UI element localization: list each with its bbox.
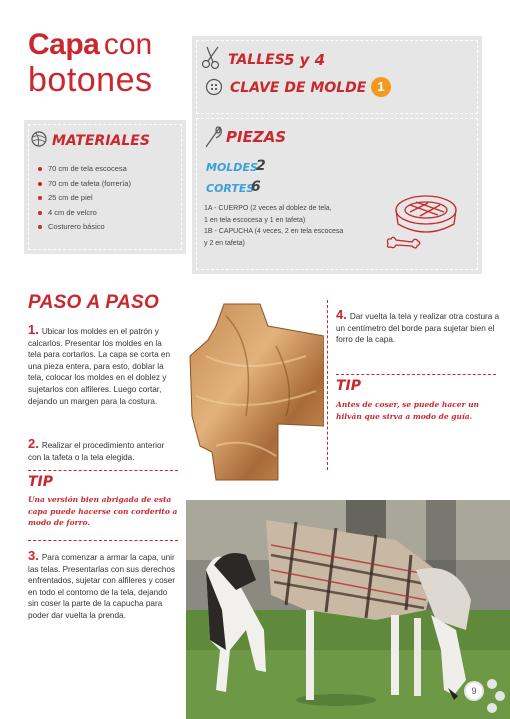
tip-label: TIP [336,378,362,394]
step-2 [28,438,176,463]
page-title [28,28,193,99]
paso-title: PASO A PASO [28,292,160,313]
materiales-label: MATERIALES [52,133,150,149]
scissors-icon [200,44,224,70]
tip-label: TIP [28,474,54,490]
moldes-label: MOLDES [206,161,258,174]
step-text: Para comenzar a armar la capa, unir las telas. Presentarlas con sus derechos enfrentados, sujetar con alfileres y coser en todo el contorno de la tela, dejando sin coser la parte de la capucha para poder dar vuelta la prenda. [28,553,175,620]
cortes-label: CORTES [206,182,255,195]
tip-text: Una versión bien abrigada de esta capa puede hacerse con corderito a modo de forro. [28,495,178,527]
needle-icon [202,124,224,150]
list-item: 4 cm de velcro [38,206,178,221]
step-number: 4. [336,307,347,322]
title-bold: Capa [28,28,100,61]
piezas-line: 1B - CAPUCHA (4 veces, 2 en tela escocesa [204,228,344,235]
tip-text: Antes de coser, se puede hacer un hilván que sirva a modo de guía. [336,400,479,421]
materiales-list [38,162,178,235]
cortes-value: 6 [251,179,261,195]
step-3 [28,550,176,622]
piezas-line: 1 en tela escocesa y 1 en tafeta) [204,216,306,224]
divider [28,540,178,541]
step-1 [28,324,176,407]
piezas-line: y 2 en tafeta) [204,239,245,247]
divider [336,374,496,375]
piezas-label: PIEZAS [226,128,287,146]
dog-bed-icon [380,188,472,258]
moldes-value: 2 [256,158,266,174]
step-number: 1. [28,322,39,337]
step-text: Ubicar los moldes en el patrón y calcarlos. Presentar los moldes en la tela para cortarlos. La capa se corta en una pieza entera, para esto, doblar la tela, colocar los moldes en el doblez y sujetarlos con alfileres. Luego cortar, dejando un margen para la costura. [28,327,170,406]
button-icon [205,78,223,96]
piezas-description [204,203,364,249]
divider [327,300,328,470]
title-rest: con [103,28,153,61]
title-line2: botones [28,61,153,99]
step-number: 2. [28,436,39,451]
list-item: 70 cm de tafeta (forrería) [38,177,178,192]
divider [28,470,178,471]
talles-value: 5 y 4 [284,51,326,69]
step-text: Dar vuelta la tela y realizar otra costura a un centímetro del borde para sujetar bien el forro de la capa. [336,312,500,345]
list-item: Costurero básico [38,220,178,235]
cape-fabric-image [186,296,324,486]
page-number: 9 [466,683,482,699]
piezas-line: 1A - CUERPO (2 veces al doblez de tela, [204,205,332,212]
talles-label: TALLES [228,52,285,68]
clave-label: CLAVE DE MOLDE [230,80,367,96]
clave-badge: 1 [371,77,391,97]
step-number: 3. [28,548,39,563]
step-text: Realizar el procedimiento anterior con la tafeta o la tela elegida. [28,441,165,462]
yarn-icon [30,130,50,148]
list-item: 70 cm de tela escocesa [38,162,178,177]
list-item: 25 cm de piel [38,191,178,206]
step-4 [336,309,506,346]
